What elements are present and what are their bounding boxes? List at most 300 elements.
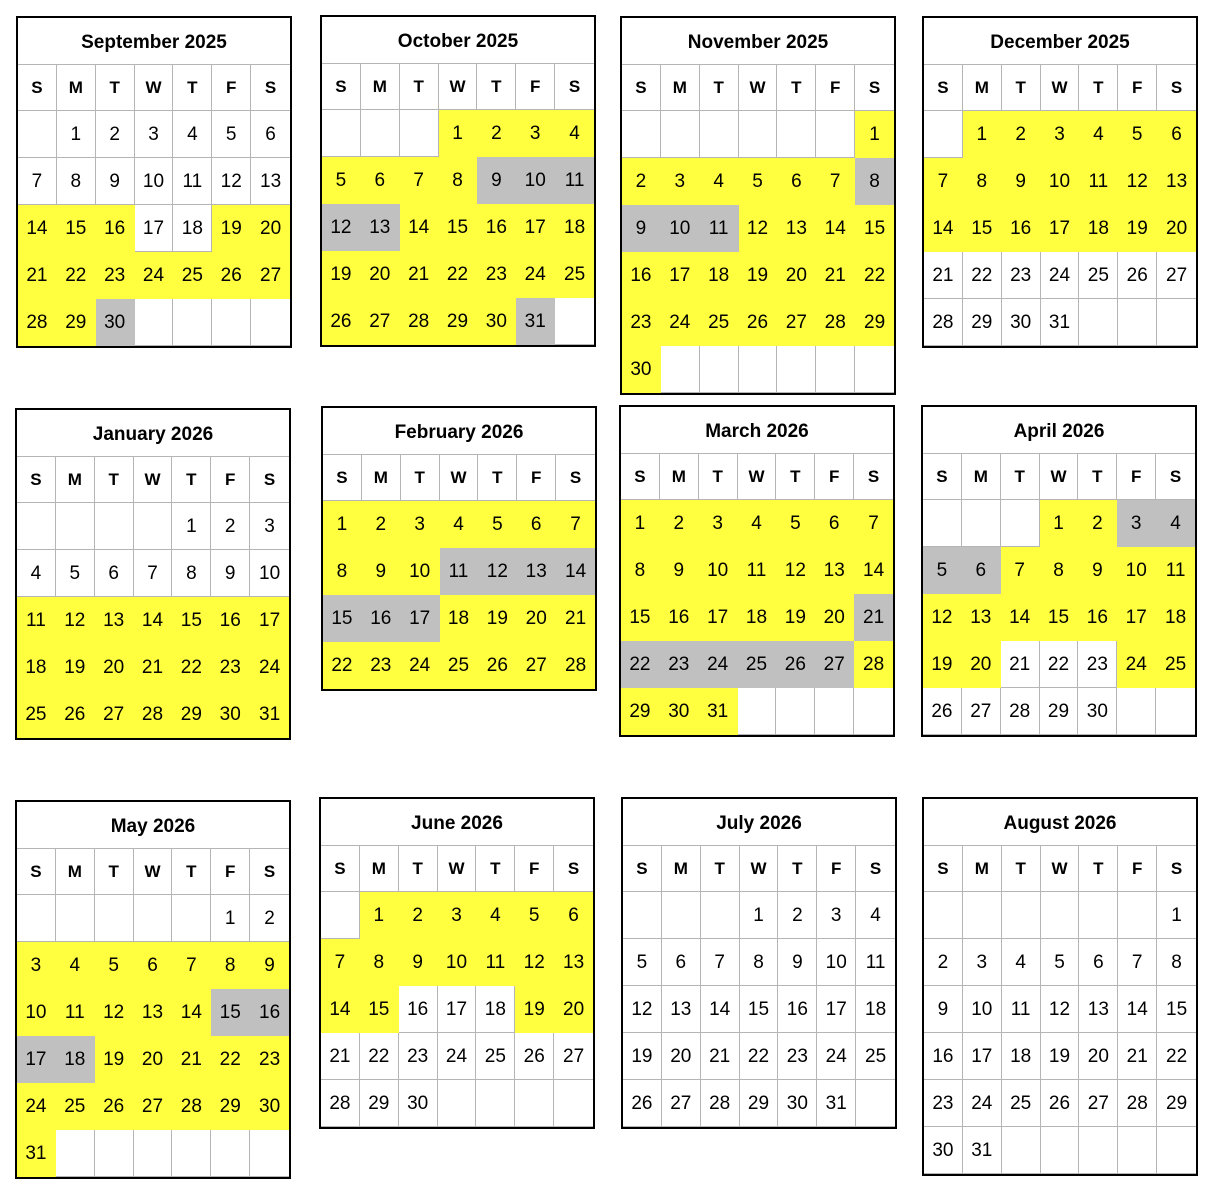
month-title: October 2025 [322,17,594,64]
day-cell: 20 [777,252,816,299]
day-cell: 3 [817,892,856,939]
weekday-header: M [56,849,95,895]
day-cell: 28 [400,298,439,345]
empty-cell [738,688,777,735]
empty-cell [623,892,662,939]
month-calendar [319,797,595,1129]
empty-cell [1002,892,1041,939]
weekday-header: F [212,65,251,111]
day-cell: 30 [211,691,250,738]
day-cell: 10 [1117,547,1156,594]
day-cell: 22 [211,1036,250,1083]
day-cell: 5 [1118,111,1157,158]
day-cell: 11 [476,939,515,986]
day-cell: 5 [212,111,251,158]
day-cell: 23 [1078,641,1117,688]
day-cell: 24 [817,1033,856,1080]
day-cell: 10 [1041,158,1080,205]
day-cell: 30 [1078,688,1117,735]
day-cell: 9 [622,205,661,252]
day-cell: 25 [700,299,739,346]
day-cell: 18 [17,644,56,691]
day-cell: 6 [777,158,816,205]
day-cell: 17 [661,252,700,299]
day-cell: 5 [515,892,554,939]
weekday-header: W [439,64,478,110]
day-cell: 9 [399,939,438,986]
empty-cell [816,111,855,158]
day-cell: 22 [172,644,211,691]
month-title: November 2025 [622,18,894,65]
day-cell: 15 [855,205,894,252]
weekday-header: M [962,454,1001,500]
day-cell: 20 [1157,205,1196,252]
weekday-header: S [1157,65,1196,111]
weekday-header: M [660,454,699,500]
day-cell: 22 [360,1033,399,1080]
day-cell: 21 [816,252,855,299]
day-cell: 9 [96,158,135,205]
weekday-header: T [478,455,517,501]
day-cell: 12 [212,158,251,205]
day-cell: 14 [172,989,211,1036]
weekday-header: T [399,846,438,892]
day-cell: 20 [251,205,290,252]
day-cell: 11 [56,989,95,1036]
weekday-header: F [211,849,250,895]
day-cell: 10 [401,548,440,595]
day-cell: 26 [322,298,361,345]
day-cell: 21 [400,251,439,298]
day-cell: 16 [362,595,401,642]
day-cell: 4 [856,892,895,939]
day-cell: 13 [361,204,400,251]
weekday-header: F [515,846,554,892]
day-cell: 19 [1118,205,1157,252]
day-cell: 26 [478,642,517,689]
weekday-header: T [778,846,817,892]
day-cell: 5 [776,500,815,547]
day-cell: 9 [1002,158,1041,205]
day-cell: 30 [778,1080,817,1127]
weekday-header: F [1117,454,1156,500]
day-cell: 8 [1157,939,1196,986]
day-cell: 19 [923,641,962,688]
day-cell: 25 [1079,252,1118,299]
day-cell: 30 [399,1080,438,1127]
weekday-header: T [1002,846,1041,892]
empty-cell [212,299,251,346]
weekday-header: M [963,846,1002,892]
month-calendar [16,16,292,348]
day-cell: 27 [777,299,816,346]
day-cell: 5 [478,501,517,548]
day-cell: 2 [1002,111,1041,158]
day-cell: 28 [556,642,595,689]
weekday-header: S [854,454,893,500]
day-cell: 19 [776,594,815,641]
day-cell: 14 [816,205,855,252]
day-cell: 1 [323,501,362,548]
day-cell: 1 [1040,500,1079,547]
day-cell: 4 [1002,939,1041,986]
day-cell: 27 [1079,1080,1118,1127]
day-cell: 12 [923,594,962,641]
day-cell: 7 [924,158,963,205]
weekday-header: W [440,455,479,501]
day-cell: 1 [855,111,894,158]
day-cell: 29 [360,1080,399,1127]
day-cell: 5 [322,157,361,204]
day-cell: 15 [360,986,399,1033]
empty-cell [172,1130,211,1177]
day-cell: 10 [250,550,289,597]
empty-cell [95,503,134,550]
day-cell: 24 [401,642,440,689]
weekday-header: T [173,65,212,111]
weekday-header: W [1041,846,1080,892]
day-cell: 30 [622,346,661,393]
day-cell: 4 [555,110,594,157]
weekday-header: T [699,454,738,500]
day-cell: 24 [135,252,174,299]
empty-cell [56,895,95,942]
weekday-header: T [95,849,134,895]
empty-cell [56,1130,95,1177]
empty-cell [856,1080,895,1127]
day-cell: 19 [515,986,554,1033]
day-cell: 1 [439,110,478,157]
day-cell: 21 [134,644,173,691]
day-cell: 10 [135,158,174,205]
day-cell: 23 [778,1033,817,1080]
empty-cell [854,688,893,735]
weekday-header: T [776,454,815,500]
day-cell: 4 [56,942,95,989]
day-cell: 7 [1001,547,1040,594]
day-cell: 4 [1156,500,1195,547]
day-cell: 23 [96,252,135,299]
day-cell: 26 [95,1083,134,1130]
empty-cell [95,1130,134,1177]
day-cell: 31 [250,691,289,738]
day-cell: 21 [321,1033,360,1080]
day-cell: 27 [815,641,854,688]
day-cell: 5 [623,939,662,986]
day-cell: 17 [438,986,477,1033]
day-cell: 28 [701,1080,740,1127]
day-cell: 3 [438,892,477,939]
weekday-header: S [923,454,962,500]
weekday-header: F [211,457,250,503]
empty-cell [1079,1127,1118,1174]
day-cell: 16 [924,1033,963,1080]
day-cell: 8 [360,939,399,986]
day-cell: 27 [361,298,400,345]
day-cell: 3 [17,942,56,989]
day-cell: 21 [701,1033,740,1080]
day-cell: 14 [18,205,57,252]
day-cell: 28 [172,1083,211,1130]
day-cell: 18 [738,594,777,641]
day-cell: 22 [1157,1033,1196,1080]
month-calendar [621,797,897,1129]
day-grid [923,454,1195,735]
empty-cell [816,346,855,393]
day-cell: 14 [701,986,740,1033]
empty-cell [662,892,701,939]
day-cell: 29 [439,298,478,345]
empty-cell [134,895,173,942]
day-cell: 13 [251,158,290,205]
day-cell: 12 [623,986,662,1033]
month-title: January 2026 [17,410,289,457]
day-cell: 7 [400,157,439,204]
weekday-header: M [362,455,401,501]
day-cell: 15 [439,204,478,251]
month-calendar [320,15,596,347]
day-cell: 14 [556,548,595,595]
day-cell: 11 [1156,547,1195,594]
day-cell: 25 [856,1033,895,1080]
day-cell: 7 [134,550,173,597]
weekday-header: T [1002,65,1041,111]
weekday-header: F [517,455,556,501]
day-grid [622,65,894,393]
weekday-header: S [554,846,593,892]
day-cell: 16 [399,986,438,1033]
day-cell: 12 [478,548,517,595]
empty-cell [739,346,778,393]
day-cell: 4 [738,500,777,547]
weekday-header: M [361,64,400,110]
day-cell: 18 [1002,1033,1041,1080]
weekday-header: S [623,846,662,892]
day-cell: 30 [924,1127,963,1174]
day-cell: 29 [740,1080,779,1127]
day-cell: 29 [963,299,1002,346]
day-cell: 31 [1041,299,1080,346]
day-cell: 29 [1040,688,1079,735]
day-cell: 31 [963,1127,1002,1174]
day-cell: 20 [662,1033,701,1080]
day-cell: 31 [17,1130,56,1177]
day-cell: 12 [1041,986,1080,1033]
day-cell: 8 [57,158,96,205]
day-cell: 10 [438,939,477,986]
empty-cell [1117,688,1156,735]
day-cell: 16 [96,205,135,252]
day-cell: 21 [172,1036,211,1083]
day-cell: 25 [738,641,777,688]
weekday-header: F [1118,846,1157,892]
day-cell: 22 [323,642,362,689]
day-cell: 12 [515,939,554,986]
month-title: August 2026 [924,799,1196,846]
weekday-header: F [816,65,855,111]
empty-cell [1041,1127,1080,1174]
day-cell: 29 [211,1083,250,1130]
day-cell: 18 [173,205,212,252]
day-cell: 25 [555,251,594,298]
weekday-header: S [18,65,57,111]
day-cell: 18 [555,204,594,251]
weekday-header: T [172,849,211,895]
weekday-header: F [1118,65,1157,111]
day-cell: 21 [854,594,893,641]
day-cell: 24 [661,299,700,346]
day-grid [17,849,289,1177]
day-cell: 14 [321,986,360,1033]
weekday-header: S [1157,846,1196,892]
day-cell: 5 [923,547,962,594]
day-cell: 20 [962,641,1001,688]
day-cell: 2 [211,503,250,550]
day-cell: 27 [95,691,134,738]
day-cell: 15 [621,594,660,641]
empty-cell [962,500,1001,547]
weekday-header: W [438,846,477,892]
day-cell: 5 [1041,939,1080,986]
day-grid [924,846,1196,1174]
weekday-header: W [135,65,174,111]
day-cell: 5 [95,942,134,989]
day-cell: 8 [211,942,250,989]
day-cell: 29 [57,299,96,346]
day-cell: 29 [855,299,894,346]
day-cell: 3 [250,503,289,550]
empty-cell [555,298,594,345]
day-cell: 7 [18,158,57,205]
month-title: September 2025 [18,18,290,65]
day-cell: 9 [477,157,516,204]
day-cell: 26 [923,688,962,735]
day-cell: 28 [816,299,855,346]
day-cell: 28 [854,641,893,688]
day-cell: 23 [1002,252,1041,299]
empty-cell [661,111,700,158]
day-cell: 22 [740,1033,779,1080]
day-cell: 1 [360,892,399,939]
empty-cell [18,111,57,158]
day-grid [623,846,895,1127]
month-calendar [619,405,895,737]
day-cell: 11 [17,597,56,644]
day-cell: 25 [173,252,212,299]
day-cell: 8 [1040,547,1079,594]
day-cell: 6 [815,500,854,547]
day-cell: 9 [660,547,699,594]
empty-cell [56,503,95,550]
day-cell: 3 [661,158,700,205]
day-cell: 6 [662,939,701,986]
day-cell: 24 [17,1083,56,1130]
month-calendar [620,16,896,395]
day-cell: 18 [856,986,895,1033]
day-cell: 21 [1118,1033,1157,1080]
month-calendar [15,408,291,740]
weekday-header: T [700,65,739,111]
day-cell: 16 [622,252,661,299]
day-cell: 19 [1041,1033,1080,1080]
day-cell: 8 [323,548,362,595]
weekday-header: S [17,849,56,895]
day-cell: 26 [1041,1080,1080,1127]
weekday-header: S [622,65,661,111]
day-cell: 1 [621,500,660,547]
day-cell: 27 [554,1033,593,1080]
month-title: February 2026 [323,408,595,455]
empty-cell [700,346,739,393]
empty-cell [776,688,815,735]
empty-cell [1156,688,1195,735]
day-cell: 12 [776,547,815,594]
day-cell: 23 [477,251,516,298]
day-cell: 17 [817,986,856,1033]
empty-cell [1118,299,1157,346]
day-cell: 9 [778,939,817,986]
day-cell: 1 [1157,892,1196,939]
empty-cell [1157,1127,1196,1174]
day-cell: 8 [855,158,894,205]
day-cell: 14 [924,205,963,252]
empty-cell [17,895,56,942]
day-cell: 6 [361,157,400,204]
month-title: May 2026 [17,802,289,849]
day-cell: 2 [778,892,817,939]
day-cell: 8 [621,547,660,594]
day-cell: 3 [135,111,174,158]
weekday-header: T [777,65,816,111]
day-cell: 16 [211,597,250,644]
day-cell: 30 [477,298,516,345]
empty-cell [476,1080,515,1127]
day-cell: 6 [1157,111,1196,158]
day-cell: 15 [323,595,362,642]
day-cell: 15 [963,205,1002,252]
day-cell: 6 [251,111,290,158]
day-cell: 2 [622,158,661,205]
day-cell: 6 [95,550,134,597]
day-cell: 13 [134,989,173,1036]
weekday-header: W [134,457,173,503]
day-cell: 17 [516,204,555,251]
weekday-header: T [701,846,740,892]
day-cell: 29 [172,691,211,738]
day-cell: 10 [963,986,1002,1033]
weekday-header: S [621,454,660,500]
weekday-header: S [924,65,963,111]
empty-cell [1118,892,1157,939]
day-cell: 8 [439,157,478,204]
day-cell: 13 [1079,986,1118,1033]
weekday-header: T [476,846,515,892]
empty-cell [134,1130,173,1177]
weekday-header: S [321,846,360,892]
day-cell: 13 [95,597,134,644]
day-cell: 23 [660,641,699,688]
empty-cell [622,111,661,158]
day-cell: 20 [1079,1033,1118,1080]
day-cell: 15 [211,989,250,1036]
empty-cell [815,688,854,735]
day-cell: 8 [172,550,211,597]
day-cell: 29 [1157,1080,1196,1127]
empty-cell [173,299,212,346]
day-cell: 18 [476,986,515,1033]
day-cell: 21 [556,595,595,642]
weekday-header: M [360,846,399,892]
